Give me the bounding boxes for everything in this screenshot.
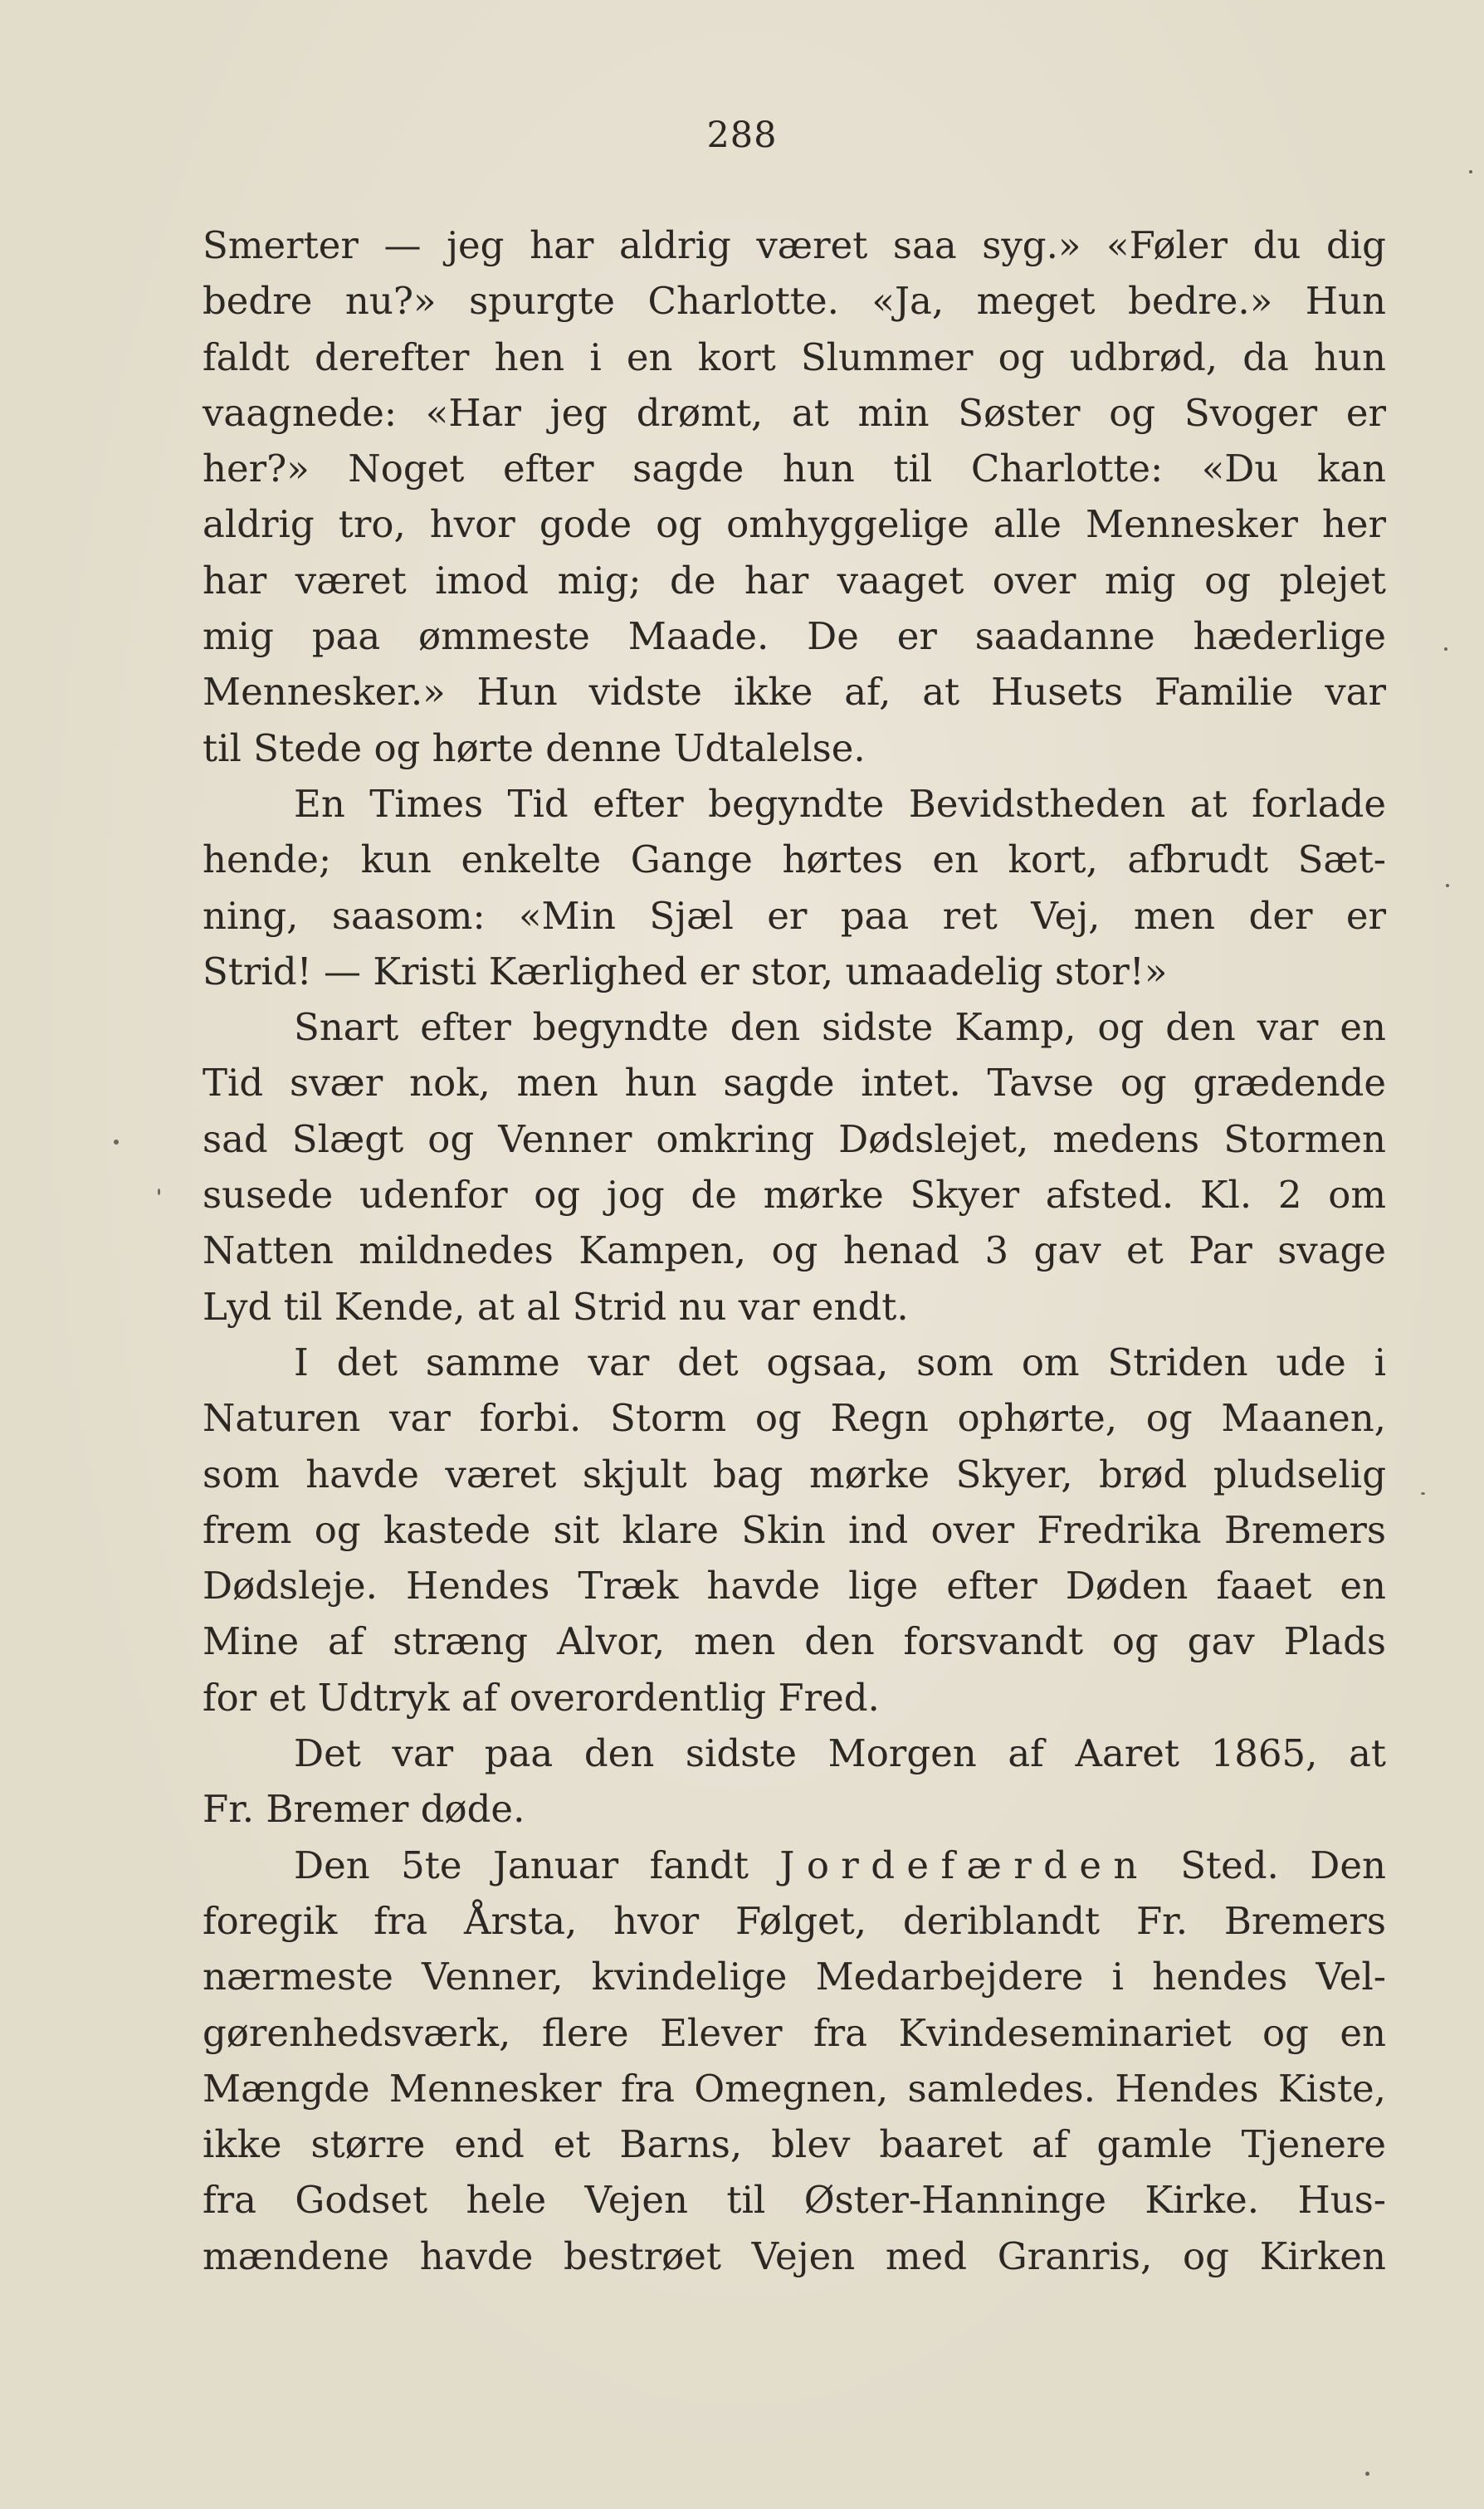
text-line: Dødsleje. Hendes Træk havde lige efter Døden faaet en [203, 1564, 1386, 1608]
paper-speck [114, 1140, 119, 1145]
text-line: mændene havde bestrøet Vejen med Granris, og Kirken [203, 2233, 1386, 2278]
text-line: har været imod mig; de har vaaget over mig og plejet [203, 558, 1386, 603]
text-line: Natten mildnedes Kampen, og henad 3 gav et Par svage [203, 1228, 1386, 1273]
text-line: ning, saasom: «Min Sjæl er paa ret Vej, men der er [203, 893, 1386, 938]
text-line: Tid svær nok, men hun sagde intet. Tavse og grædende [203, 1061, 1386, 1106]
text-line: Mængde Mennesker fra Omegnen, samledes. Hendes Kiste, [203, 2066, 1386, 2111]
text-segment: Sted. Den [1149, 1843, 1386, 1887]
text-line: I det samme var det ogsaa, som om Striden ude i [294, 1340, 1386, 1384]
spaced-emphasis: Jordefærden [779, 1843, 1150, 1887]
paper-speck [158, 1189, 160, 1195]
text-line: susede udenfor og jog de mørke Skyer afsted. Kl. 2 om [203, 1173, 1386, 1218]
text-line: for et Udtryk af overordentlig Fred. [203, 1675, 880, 1720]
text-line [203, 1838, 1386, 1893]
text-line: mig paa ømmeste Maade. De er saadanne hæderlige [203, 614, 1386, 659]
text-line: som havde været skjult bag mørke Skyer, brød pludselig [203, 1452, 1386, 1496]
text-line: Fr. Bremer døde. [203, 1787, 525, 1832]
text-line: sad Slægt og Venner omkring Dødslejet, medens Stormen [203, 1116, 1386, 1161]
text-line: Strid! — Kristi Kærlighed er stor, umaadelig stor!» [203, 949, 1168, 993]
paper-speck [1469, 170, 1472, 173]
text-line: En Times Tid efter begyndte Bevidstheden at forlade [294, 781, 1386, 826]
body-text [203, 217, 1386, 2284]
text-line: fra Godset hele Vejen til Øster-Hanninge Kirke. Hus- [203, 2178, 1386, 2223]
text-segment: Den 5te Januar fandt [294, 1843, 780, 1887]
text-line: Naturen var forbi. Storm og Regn ophørte, og Maanen, [203, 1396, 1386, 1441]
text-line: bedre nu?» spurgte Charlotte. «Ja, meget bedre.» Hun [203, 279, 1386, 324]
text-line: til Stede og hørte denne Udtalelse. [203, 725, 866, 770]
text-line: nærmeste Venner, kvindelige Medarbejdere i hendes Vel- [203, 1955, 1386, 1999]
text-line: vaagnede: «Har jeg drømt, at min Søster og Svoger er [203, 390, 1386, 435]
text-line: foregik fra Årsta, hvor Følget, deriblandt Fr. Bremers [203, 1898, 1386, 1943]
text-line: Lyd til Kende, at al Strid nu var endt. [203, 1284, 909, 1329]
paper-speck [1444, 647, 1447, 651]
text-line: gørenhedsværk, flere Elever fra Kvindeseminariet og en [203, 2010, 1386, 2055]
page-number: 288 [706, 115, 778, 156]
paper-speck [1446, 884, 1449, 887]
text-line: Mennesker.» Hun vidste ikke af, at Husets Familie var [203, 670, 1386, 715]
text-line: Det var paa den sidste Morgen af Aaret 1865, at [294, 1731, 1386, 1776]
text-line: ikke større end et Barns, blev baaret af gamle Tjenere [203, 2122, 1386, 2167]
text-line: Mine af stræng Alvor, men den forsvandt og gav Plads [203, 1619, 1386, 1664]
text-line: frem og kastede sit klare Skin ind over Fredrika Bremers [203, 1507, 1386, 1552]
paper-speck [1365, 2472, 1369, 2476]
text-line: aldrig tro, hvor gode og omhyggelige alle Mennesker her [203, 502, 1386, 547]
text-line: Smerter — jeg har aldrig været saa syg.» «Føler du dig [203, 223, 1386, 267]
paper-speck [1421, 1492, 1425, 1495]
text-line: her?» Noget efter sagde hun til Charlotte: «Du kan [203, 447, 1386, 491]
text-line: faldt derefter hen i en kort Slummer og udbrød, da hun [203, 334, 1386, 379]
text-line: Snart efter begyndte den sidste Kamp, og den var en [294, 1005, 1386, 1050]
text-line: hende; kun enkelte Gange hørtes en kort, afbrudt Sæt- [203, 837, 1386, 882]
